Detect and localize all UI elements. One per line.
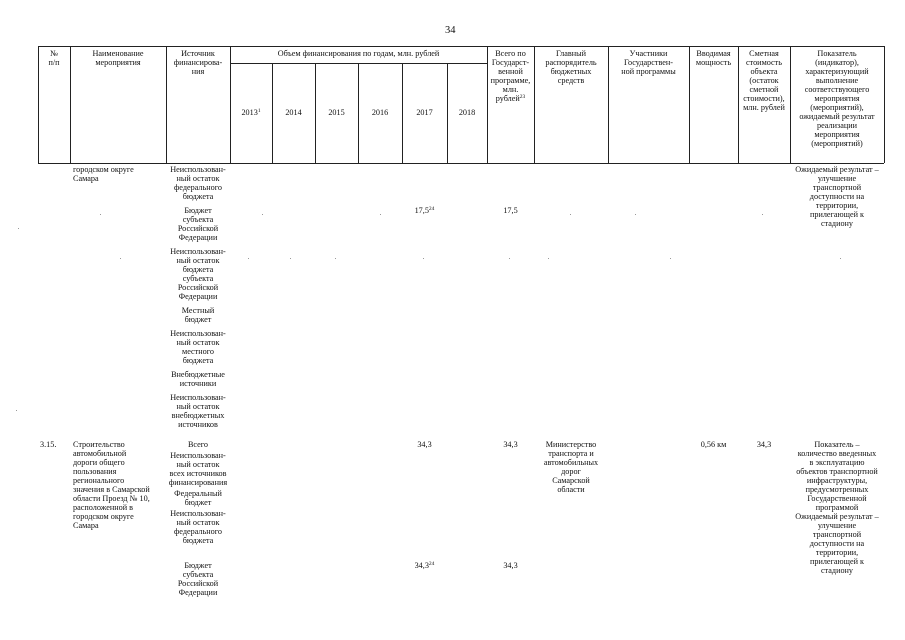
row-315-cost: 34,3 bbox=[756, 440, 772, 449]
row-315-value-2017: 34,3 bbox=[417, 440, 432, 449]
row-315-capacity: 0,56 км bbox=[700, 440, 727, 449]
header-year-2014: 2014 bbox=[285, 108, 302, 117]
row-prev-name-line: Самара bbox=[73, 174, 99, 183]
row-prev-name-line: городском округе bbox=[73, 165, 134, 174]
row-prev-value-total: 17,5 bbox=[503, 206, 518, 215]
col-line bbox=[884, 46, 885, 163]
header-year-2018: 2018 bbox=[458, 108, 476, 117]
table-header-bottom-border bbox=[38, 163, 884, 164]
col-line bbox=[230, 46, 231, 163]
row-315-value-2017-b: 34,3$^{24}$ bbox=[414, 561, 435, 570]
row-315-num: 3.15. bbox=[40, 440, 57, 449]
header-volume: Объем финансирования по годам, млн. рублей bbox=[277, 49, 440, 58]
row-prev-value-2017: 17,5$^{24}$ bbox=[414, 206, 435, 215]
row-315-value-total-b: 34,3 bbox=[503, 561, 518, 570]
header-year-2013: 2013$^1$ bbox=[241, 108, 261, 117]
header-year-2016: 2016 bbox=[371, 108, 389, 117]
row-315-value-total: 34,3 bbox=[503, 440, 518, 449]
header-year-2017: 2017 bbox=[416, 108, 433, 117]
header-year-2015: 2015 bbox=[328, 108, 345, 117]
page-number: 34 bbox=[445, 25, 456, 36]
table-top-border bbox=[38, 46, 884, 47]
